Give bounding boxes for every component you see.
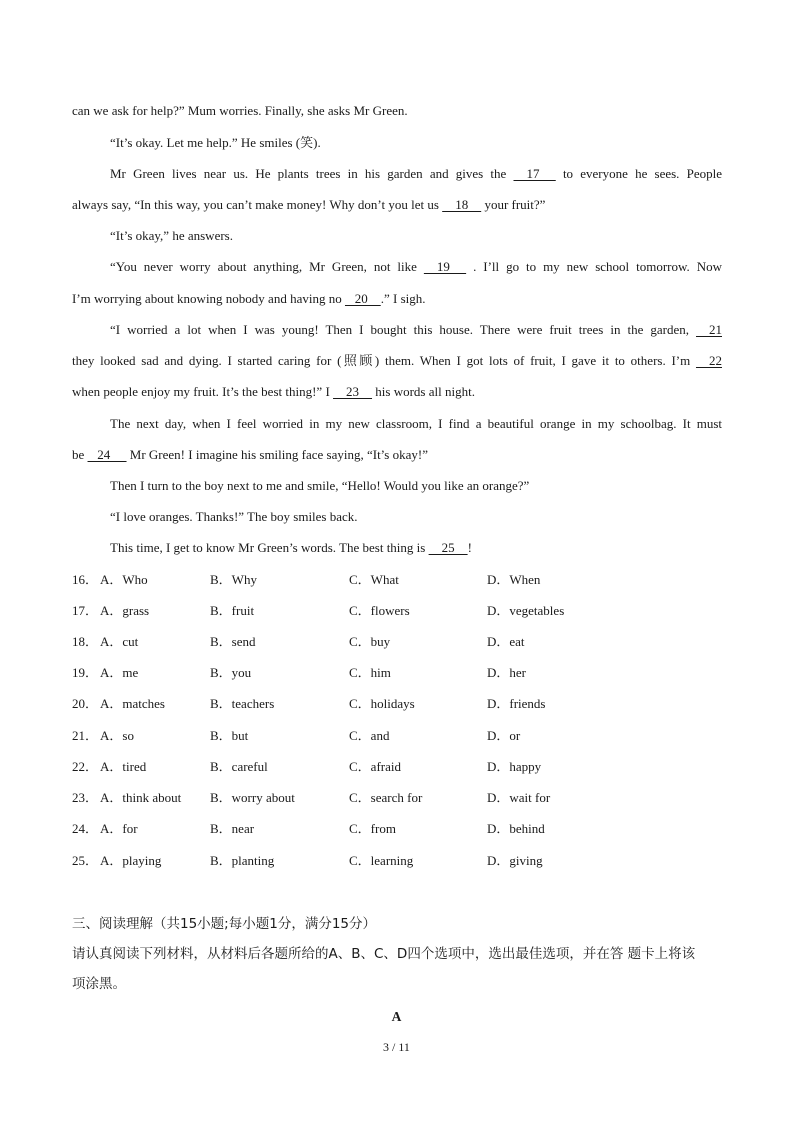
option-a[interactable]: A．for xyxy=(100,821,138,836)
passage-line-11 xyxy=(110,415,722,433)
option-c[interactable]: C．from xyxy=(349,821,396,836)
passage-line-13 xyxy=(110,477,722,495)
option-a[interactable]: A．me xyxy=(100,665,139,680)
blank-20: 20 xyxy=(344,291,381,306)
passage-text: when people enjoy my fruit. It’s the best thing!” I xyxy=(72,384,334,399)
passage-text: .” I sigh. xyxy=(380,291,426,306)
question-row-17 xyxy=(72,602,722,620)
question-number: 23． xyxy=(72,790,99,805)
option-a[interactable]: A．matches xyxy=(100,696,165,711)
passage-text: “You never worry about anything, Mr Green, not like xyxy=(110,259,424,274)
option-a[interactable]: A．so xyxy=(100,728,134,743)
option-d[interactable]: D．behind xyxy=(487,821,545,836)
option-b[interactable]: B．teachers xyxy=(210,696,275,711)
option-b[interactable]: B．careful xyxy=(210,759,268,774)
option-b[interactable]: B．send xyxy=(210,634,256,649)
passage-line-4 xyxy=(72,196,722,214)
option-d[interactable]: D．giving xyxy=(487,853,543,868)
option-c[interactable]: C．holidays xyxy=(349,696,415,711)
passage-line-10 xyxy=(72,383,722,401)
part-heading: A xyxy=(391,1009,402,1024)
question-row-21 xyxy=(72,727,722,745)
question-row-18 xyxy=(72,633,722,651)
question-number: 17． xyxy=(72,603,99,618)
option-c[interactable]: C．buy xyxy=(349,634,391,649)
option-d[interactable]: D．vegetables xyxy=(487,603,565,618)
option-a[interactable]: A．think about xyxy=(100,790,182,805)
passage-line-14 xyxy=(110,508,722,526)
passage-text: be xyxy=(72,447,88,462)
passage-text: his words all night. xyxy=(372,384,475,399)
option-d[interactable]: D．When xyxy=(487,572,541,587)
section-instructions-line-2: 项涂黑。 xyxy=(72,976,126,992)
passage-text: I’m worrying about knowing nobody and having no xyxy=(72,291,345,306)
option-d[interactable]: D．or xyxy=(487,728,521,743)
passage-line-6 xyxy=(110,258,722,276)
passage-text: “It’s okay. Let me help.” He smiles ( xyxy=(110,135,301,150)
question-number: 20． xyxy=(72,696,99,711)
option-c[interactable]: C．afraid xyxy=(349,759,401,774)
passage-text: . I’ll go to my new school tomorrow. Now xyxy=(466,259,722,274)
question-row-24 xyxy=(72,820,722,838)
question-number: 25． xyxy=(72,853,99,868)
passage-text: ). xyxy=(313,135,321,150)
page-number: 3 / 11 xyxy=(383,1040,410,1054)
option-a[interactable]: A．playing xyxy=(100,853,162,868)
blank-23: 23 xyxy=(333,384,373,399)
passage-text: Mr Green! I imagine his smiling face saying, “It’s okay!” xyxy=(126,447,428,462)
question-row-20 xyxy=(72,695,722,713)
option-c[interactable]: C．him xyxy=(349,665,391,680)
passage-line-1 xyxy=(72,102,722,120)
question-number: 21． xyxy=(72,728,99,743)
passage-text: they looked sad and dying. I started caring for ( xyxy=(72,353,342,368)
option-a[interactable]: A．tired xyxy=(100,759,147,774)
option-b[interactable]: B．but xyxy=(210,728,249,743)
passage-gloss: 笑 xyxy=(300,136,314,151)
option-d[interactable]: D．friends xyxy=(487,696,546,711)
passage-line-2 xyxy=(110,134,722,153)
question-row-16 xyxy=(72,571,722,589)
blank-19: 19 xyxy=(423,259,467,274)
question-row-23 xyxy=(72,789,722,807)
blank-17: 17 xyxy=(513,166,556,181)
passage-line-8 xyxy=(110,321,722,339)
option-a[interactable]: A．cut xyxy=(100,634,139,649)
passage-text: ) them. When I got lots of fruit, I gave it to others. I’m xyxy=(374,353,696,368)
option-a[interactable]: A．grass xyxy=(100,603,150,618)
option-c[interactable]: C．and xyxy=(349,728,390,743)
question-number: 24． xyxy=(72,821,99,836)
option-c[interactable]: C．search for xyxy=(349,790,423,805)
passage-text: ! xyxy=(467,540,472,555)
option-c[interactable]: C．flowers xyxy=(349,603,410,618)
passage-text: “I love oranges. Thanks!” The boy smiles back. xyxy=(110,509,358,524)
passage-text: can we ask for help?” Mum worries. Finally, she asks Mr Green. xyxy=(72,103,408,118)
passage-text: Mr Green lives near us. He plants trees in his garden and gives the xyxy=(110,166,514,181)
passage-text: “I worried a lot when I was young! Then I bought this house. There were fruit trees in the garden, xyxy=(110,322,696,337)
option-d[interactable]: D．eat xyxy=(487,634,525,649)
blank-21: 21 xyxy=(696,322,722,337)
passage-line-3 xyxy=(110,165,722,183)
passage-line-12 xyxy=(72,446,722,464)
question-row-19 xyxy=(72,664,722,682)
option-b[interactable]: B．you xyxy=(210,665,252,680)
option-b[interactable]: B．near xyxy=(210,821,255,836)
option-c[interactable]: C．What xyxy=(349,572,399,587)
question-number: 19． xyxy=(72,665,99,680)
passage-line-5 xyxy=(110,227,722,245)
passage-line-9 xyxy=(72,352,722,371)
section-instructions-line-1: 请认真阅读下列材料，从材料后各题所给的A、B、C、D四个选项中，选出最佳选项，并在答 题卡上将该 xyxy=(72,946,696,962)
blank-18: 18 xyxy=(442,197,482,212)
question-number: 18． xyxy=(72,634,99,649)
passage-gloss: 照顾 xyxy=(341,354,375,369)
blank-24: 24 xyxy=(87,447,127,462)
section-title: 三、阅读理解（共15小题;每小题1分，满分15分） xyxy=(72,916,376,932)
passage-text: This time, I get to know Mr Green’s words. The best thing is xyxy=(110,540,429,555)
passage-text: “It’s okay,” he answers. xyxy=(110,228,233,243)
option-b[interactable]: B．Why xyxy=(210,572,257,587)
passage-line-7 xyxy=(72,290,722,308)
question-row-22 xyxy=(72,758,722,776)
passage-text: to everyone he sees. People xyxy=(555,166,722,181)
passage-text: The next day, when I feel worried in my new classroom, I find a beautiful orange in my schoolbag. It must xyxy=(110,416,722,431)
option-d[interactable]: D．her xyxy=(487,665,526,680)
blank-22: 22 xyxy=(695,353,722,368)
passage-text: always say, “In this way, you can’t make money! Why don’t you let us xyxy=(72,197,443,212)
option-b[interactable]: B．worry about xyxy=(210,790,295,805)
blank-25: 25 xyxy=(428,540,468,555)
passage-text: your fruit?” xyxy=(481,197,546,212)
question-row-25 xyxy=(72,852,722,870)
option-b[interactable]: B．fruit xyxy=(210,603,255,618)
option-a[interactable]: A．Who xyxy=(100,572,148,587)
question-number: 16． xyxy=(72,572,99,587)
option-d[interactable]: D．happy xyxy=(487,759,542,774)
passage-text: Then I turn to the boy next to me and smile, “Hello! Would you like an orange?” xyxy=(110,478,530,493)
question-number: 22． xyxy=(72,759,99,774)
option-b[interactable]: B．planting xyxy=(210,853,275,868)
passage-line-15 xyxy=(110,539,722,557)
option-c[interactable]: C．learning xyxy=(349,853,414,868)
option-d[interactable]: D．wait for xyxy=(487,790,551,805)
